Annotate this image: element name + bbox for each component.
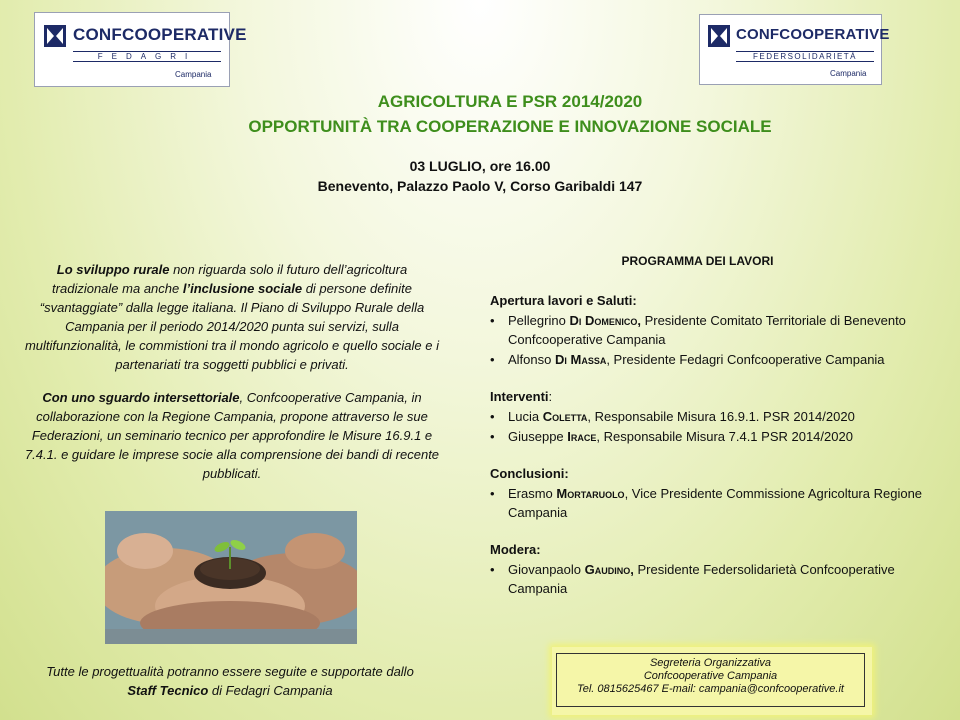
footer-note [40, 662, 420, 700]
intro-emphasis: l’inclusione sociale [182, 281, 303, 296]
section-heading-text: Interventi [490, 389, 549, 404]
event-subtitle: OPPORTUNITÀ TRA COOPERAZIONE E INNOVAZIONE SOCIALE [248, 117, 772, 136]
logo-brand: CONFCOOPERATIVE [73, 25, 247, 44]
confcooperative-mark-icon [44, 25, 66, 47]
footer-note-text: di Fedagri Campania [208, 683, 333, 698]
program-list [490, 407, 930, 446]
speaker-first-name: Giuseppe [508, 429, 568, 444]
speaker-first-name: Erasmo [508, 486, 557, 501]
program-section-heading: Apertura lavori e Saluti: [490, 293, 637, 308]
intro-text-span: , Confcooperative Campania, in collaborazione con la Regione Campania, propone attraverso le sue Federazioni, un seminario tecnico per approfondire le Misure 16.9.1 e 7.4.1. e guidare le imprese socie alla comprensione dei bandi di recente pubblicati. [24, 390, 440, 481]
intro-text-span: non riguarda solo il futuro dell’agricoltura tradizionale ma anche [52, 262, 408, 296]
speaker-role: , Responsabile Misura 16.9.1. PSR 2014/2020 [587, 409, 855, 424]
secretariat-phone-email: Tel. 0815625467 E-mail: campania@confcooperative.it [577, 683, 844, 695]
intro-emphasis: Con uno sguardo intersettoriale [42, 390, 240, 405]
event-location: Benevento, Palazzo Paolo V, Corso Garibaldi 147 [317, 178, 643, 194]
confcooperative-fedagri-logo [34, 12, 247, 87]
intro-paragraph [22, 388, 442, 483]
program-item [490, 311, 930, 349]
speaker-last-name: Irace [567, 429, 597, 444]
program-list [490, 311, 930, 369]
intro-emphasis: Lo sviluppo rurale [56, 262, 170, 277]
intro-text [22, 260, 442, 497]
program-item [490, 350, 930, 369]
logo-region: Campania [830, 69, 867, 78]
program-item [490, 560, 930, 598]
speaker-last-name: Di Domenico, [569, 313, 641, 328]
speaker-first-name: Pellegrino [508, 313, 570, 328]
secretariat-contact [556, 653, 865, 707]
logo-region: Campania [175, 70, 212, 79]
program-list [490, 484, 930, 522]
secretariat-title: Segreteria Organizzativa [649, 657, 772, 669]
speaker-role: , Presidente Fedagri Confcooperative Campania [606, 352, 885, 367]
logo-federation: FEDERSOLIDARIETÀ [736, 51, 874, 62]
speaker-first-name: Alfonso [508, 352, 555, 367]
event-date: 03 LUGLIO, ore 16.00 [409, 158, 551, 174]
secretariat-box [552, 647, 872, 715]
logo-federation: FEDAGRI [73, 51, 221, 62]
speaker-role: , Vice Presidente Commissione Agricoltura Regione Campania [508, 486, 923, 520]
program-section-heading: Modera: [490, 542, 541, 557]
program-item [490, 407, 930, 426]
logo-brand: CONFCOOPERATIVE [736, 26, 890, 43]
footer-note-emphasis: Staff Tecnico [127, 683, 209, 698]
footer-note-text: Tutte le progettualità potranno essere seguite e supportate dallo [46, 664, 414, 679]
secretariat-org: Confcooperative Campania [643, 670, 778, 682]
intro-text-span: di persone definite “svantaggiate” dalla legge italiana. Il Piano di Sviluppo Rurale della Campania per il periodo 2014/2020 punta sui servizi, sulla multifunzionalità, le commistioni tra il mondo agricolo e quello sociale e i partenariati tra soggetti pubblici e privati. [24, 281, 440, 372]
program-title: PROGRAMMA DEI LAVORI [621, 254, 774, 268]
hands-seedling-photo [105, 511, 357, 644]
section-heading-suffix: : [548, 389, 553, 404]
speaker-last-name: Gaudino, [584, 562, 634, 577]
confcooperative-mark-icon [708, 25, 730, 47]
speaker-first-name: Lucia [508, 409, 543, 424]
program-section-heading: Conclusioni: [490, 466, 569, 481]
confcooperative-federsolidarieta-logo [699, 14, 890, 85]
speaker-role: , Responsabile Misura 7.4.1 PSR 2014/2020 [596, 429, 853, 444]
program-item [490, 484, 930, 522]
program-section [490, 252, 930, 599]
speaker-role: Presidente Comitato Territoriale di Benevento Confcooperative Campania [508, 313, 906, 347]
program-item [490, 427, 930, 446]
speaker-first-name: Giovanpaolo [508, 562, 585, 577]
speaker-last-name: Coletta [542, 409, 588, 424]
event-title: AGRICOLTURA E PSR 2014/2020 [377, 92, 643, 111]
speaker-last-name: Di Massa [554, 352, 607, 367]
program-section-heading [490, 387, 930, 406]
speaker-last-name: Mortaruolo [556, 486, 625, 501]
speaker-role: Presidente Federsolidarietà Confcooperative Campania [508, 562, 895, 596]
program-list [490, 560, 930, 598]
intro-paragraph [22, 260, 442, 374]
